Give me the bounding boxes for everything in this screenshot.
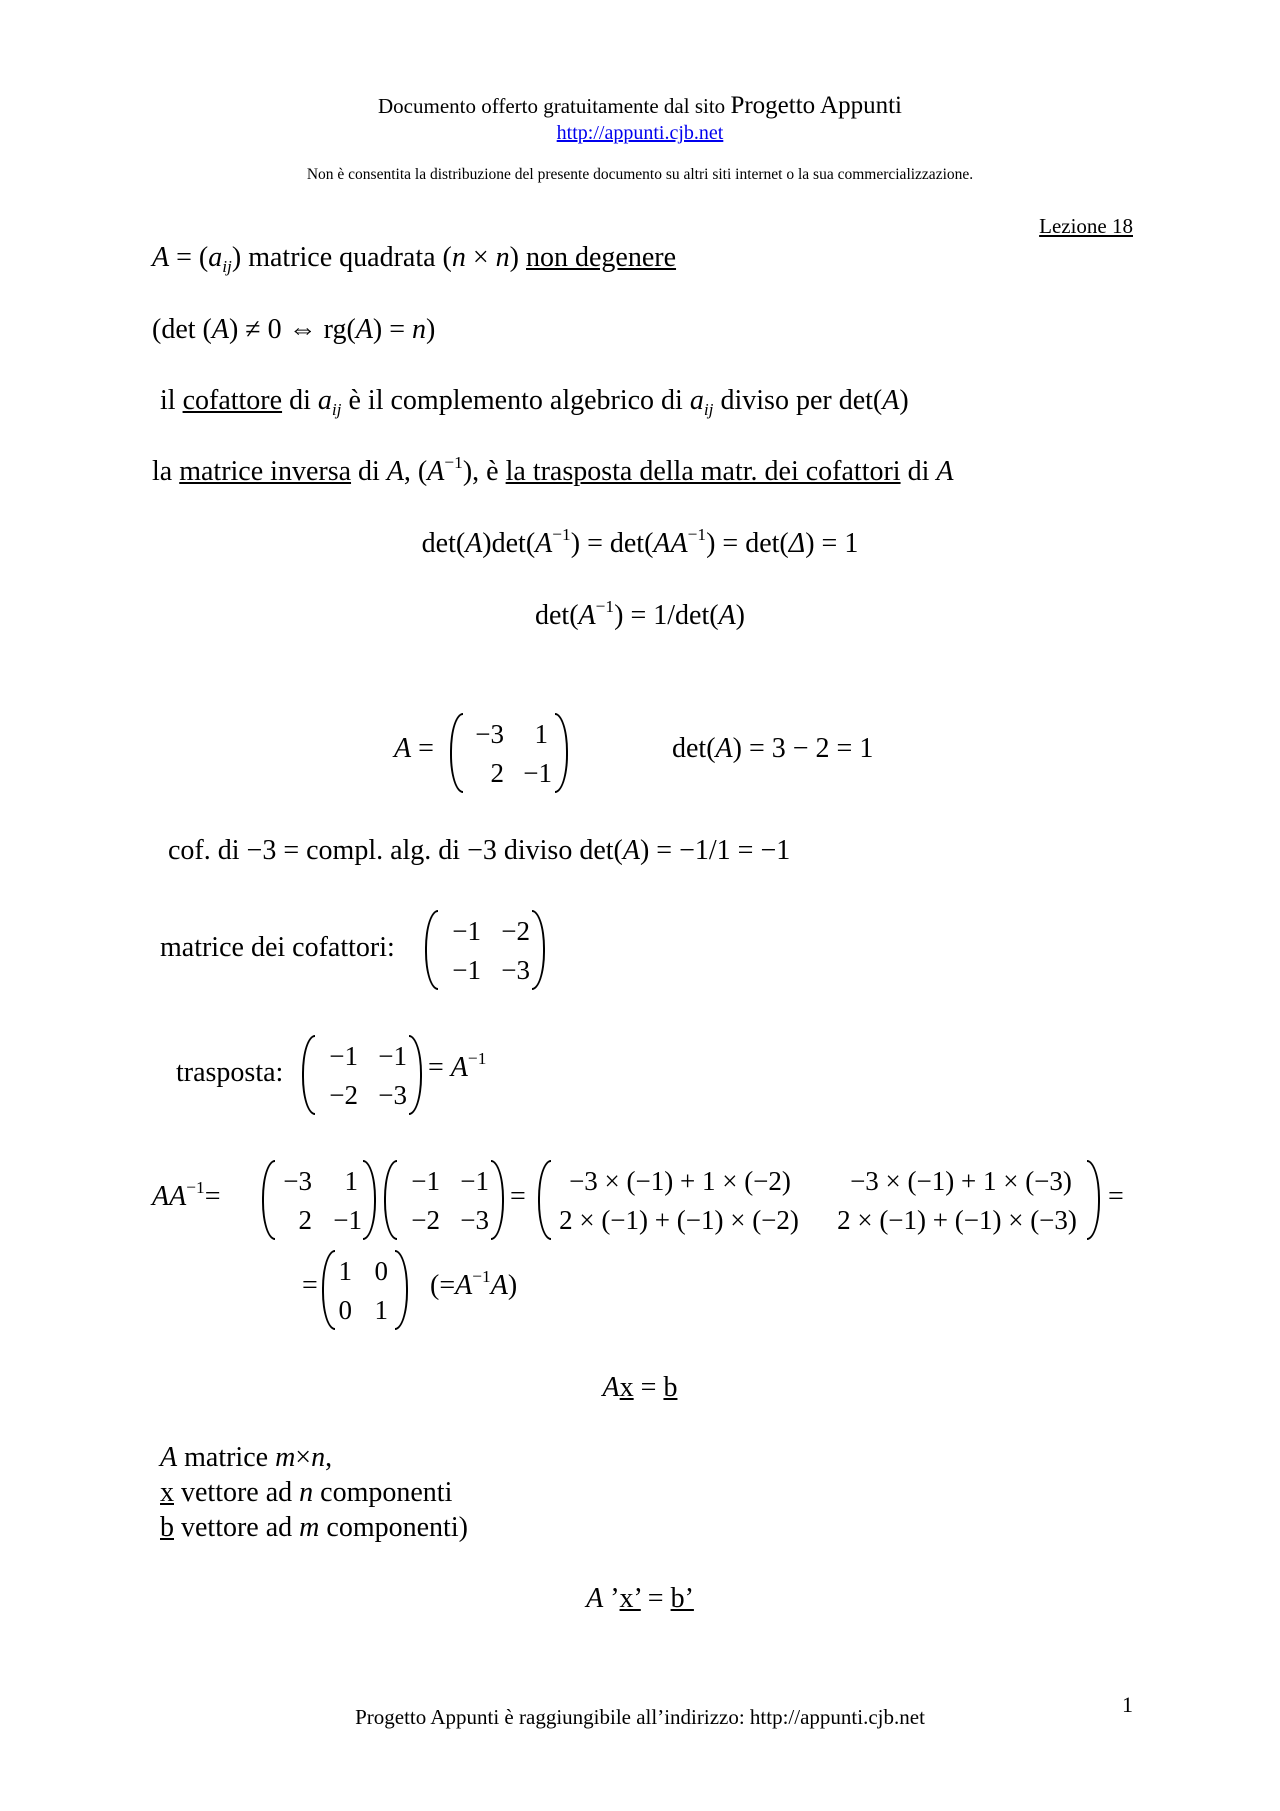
cofactor-matrix: −1 −2 −1 −3 xyxy=(425,910,545,988)
page-number: 1 xyxy=(1122,1692,1133,1717)
system-definition-matrix: A matrice m×n, xyxy=(160,1442,333,1473)
definition-line-2: (det (A) ≠ 0 ⇔ rg(A) = n) xyxy=(152,314,436,345)
product-equals-1: = xyxy=(510,1181,526,1212)
determinant-product-formula: $\det(A)\det(A^{-1}) = \det(AA^{-1}) = \det(\Delta) = 1$ xyxy=(421,524,859,559)
system-definition-b: b vettore ad m componenti) xyxy=(160,1512,468,1543)
inverse-determinant-formula: $\det(A^{-1}) = 1/\det(A)$ xyxy=(535,596,745,631)
transpose-equals-inverse: = $A^{-1}$ xyxy=(428,1048,487,1083)
matrix-a-determinant: det(A) = 3 − 2 = 1 xyxy=(672,733,874,764)
cofactor-matrix-label: matrice dei cofattori: xyxy=(160,932,395,963)
header-url-link[interactable]: http://appunti.cjb.net xyxy=(556,122,724,144)
product-equals-2: = xyxy=(1108,1181,1124,1212)
linear-system-equation: Ax = b xyxy=(602,1372,678,1403)
header-text: Documento offerto gratuitamente dal sito xyxy=(378,94,726,118)
system-definition-x: x vettore ad n componenti xyxy=(160,1477,453,1508)
matrix-a: −3 1 2 −1 xyxy=(450,713,568,791)
cofactor-example: cof. di −3 = compl. alg. di −3 diviso det(A) = −1/1 = −1 xyxy=(168,835,791,866)
product-expanded-matrix: −3 × (−1) + 1 × (−2) −3 × (−1) + 1 × (−3) 2 × (−1) + (−1) × (−2) 2 × (−1) + (−1) × (−3) xyxy=(538,1160,1100,1238)
identity-matrix: 1 0 0 1 xyxy=(322,1250,408,1328)
product-matrix-a: −3 1 2 −1 xyxy=(262,1160,376,1238)
transpose-label: trasposta: xyxy=(176,1057,284,1088)
product-equals-3: = xyxy=(302,1270,318,1301)
product-commutative-note: $(=A^{-1}A)$ xyxy=(430,1266,518,1301)
matrix-a-label: A = xyxy=(394,733,434,764)
header-site-name: Progetto Appunti xyxy=(730,92,902,119)
product-lhs: $AA^{-1}=$ xyxy=(152,1177,221,1212)
inverse-definition: la matrice inversa di A, $(A^{-1})$, è la trasposta della matr. dei cofattori di A xyxy=(152,452,954,487)
lesson-label: Lezione 18 xyxy=(1039,214,1133,238)
transpose-matrix: −1 −1 −2 −3 xyxy=(302,1035,422,1113)
cofactor-definition: il cofattore di $a_{ij}$ è il complemento algebrico di $a_{ij}$ diviso per det(A) xyxy=(160,385,909,420)
footer-text: Progetto Appunti è raggiungibile all’indirizzo: http://appunti.cjb.net xyxy=(355,1705,925,1729)
copyright-notice: Non è consentita la distribuzione del presente documento su altri siti internet o la sua commercializzazione. xyxy=(306,166,974,183)
transformed-system-equation: A ’x’ = b’ xyxy=(586,1583,694,1614)
header-line xyxy=(0,92,1280,120)
definition-line-1: $A = (a_{ij})$ matrice quadrata (n × n) non degenere xyxy=(152,242,677,277)
product-matrix-inverse: −1 −1 −2 −3 xyxy=(384,1160,504,1238)
